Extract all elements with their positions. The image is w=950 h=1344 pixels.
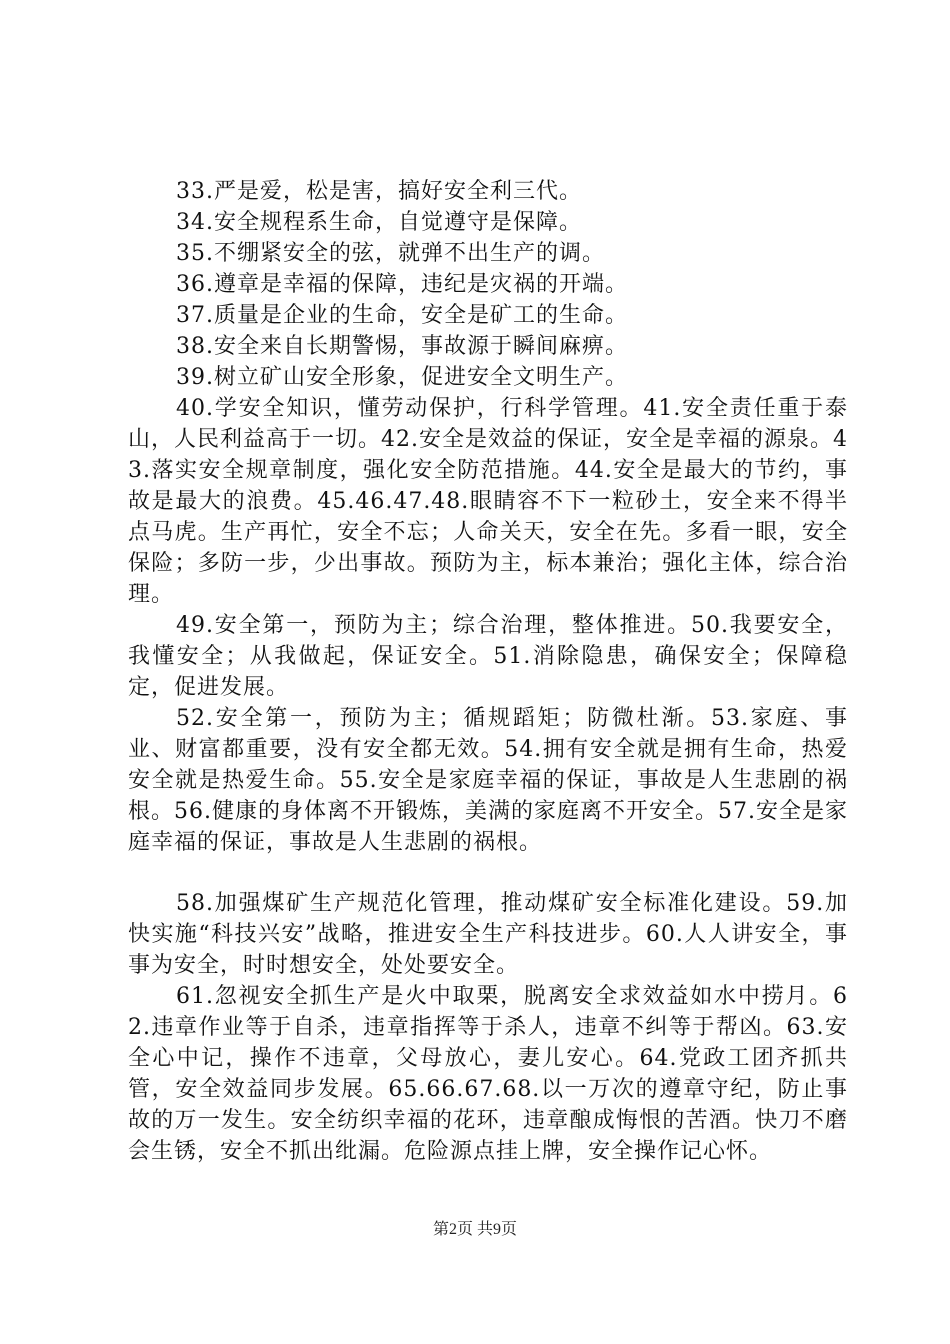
page-footer: 第2页 共9页 (432, 1221, 517, 1238)
slogan-paragraph: 58.加强煤矿生产规范化管理，推动煤矿安全标准化建设。59.加快实施“科技兴安”战略，推进安全生产科技进步。60.人人讲安全，事事为安全，时时想安全，处处要安全。 (128, 891, 848, 978)
slogan-paragraph: 61.忽视安全抓生产是火中取栗，脱离安全求效益如水中捞月。62.违章作业等于自杀，违章指挥等于杀人，违章不纠等于帮凶。63.安全心中记，操作不违章，父母放心，妻儿安心。64.党政工团齐抓共管，安全效益同步发展。65.66.67.68.以一万次的遵章守纪，防止事故的万一发生。安全纺织幸福的花环，违章酿成悔恨的苦酒。快刀不磨会生锈，安全不抓出纰漏。危险源点挂上牌，安全操作记心怀。 (128, 984, 848, 1164)
slogan-line: 34.安全规程系生命，自觉遵守是保障。 (176, 210, 582, 235)
paragraph-gap (128, 858, 848, 888)
slogan-line: 37.质量是企业的生命，安全是矿工的生命。 (176, 303, 628, 328)
slogan-paragraph: 40.学安全知识，懂劳动保护，行科学管理。41.安全责任重于泰山，人民利益高于一切。42.安全是效益的保证，安全是幸福的源泉。43.落实安全规章制度，强化安全防范措施。44.安全是最大的节约，事故是最大的浪费。45.46.47.48.眼睛容不下一粒砂土，安全来不得半点马虎。生产再忙，安全不忘；人命关天，安全在先。多看一眼，安全保险；多防一步，少出事故。预防为主，标本兼治；强化主体，综合治理。 (128, 396, 848, 607)
document-body (128, 176, 848, 1167)
slogan-line: 38.安全来自长期警惕，事故源于瞬间麻痹。 (176, 334, 628, 359)
slogan-line: 33.严是爱，松是害，搞好安全利三代。 (176, 179, 582, 204)
slogan-line: 36.遵章是幸福的保障，违纪是灾祸的开端。 (176, 272, 628, 297)
slogan-line: 35.不绷紧安全的弦，就弹不出生产的调。 (176, 241, 605, 266)
slogan-paragraph: 52.安全第一，预防为主；循规蹈矩；防微杜渐。53.家庭、事业、财富都重要，没有安全都无效。54.拥有安全就是拥有生命，热爱安全就是热爱生命。55.安全是家庭幸福的保证，事故是人生悲剧的祸根。56.健康的身体离不开锻炼，美满的家庭离不开安全。57.安全是家庭幸福的保证，事故是人生悲剧的祸根。 (128, 706, 848, 855)
slogan-line: 39.树立矿山安全形象，促进安全文明生产。 (176, 365, 628, 390)
slogan-paragraph: 49.安全第一，预防为主；综合治理，整体推进。50.我要安全，我懂安全；从我做起，保证安全。51.消除隐患，确保安全；保障稳定，促进发展。 (128, 613, 848, 700)
